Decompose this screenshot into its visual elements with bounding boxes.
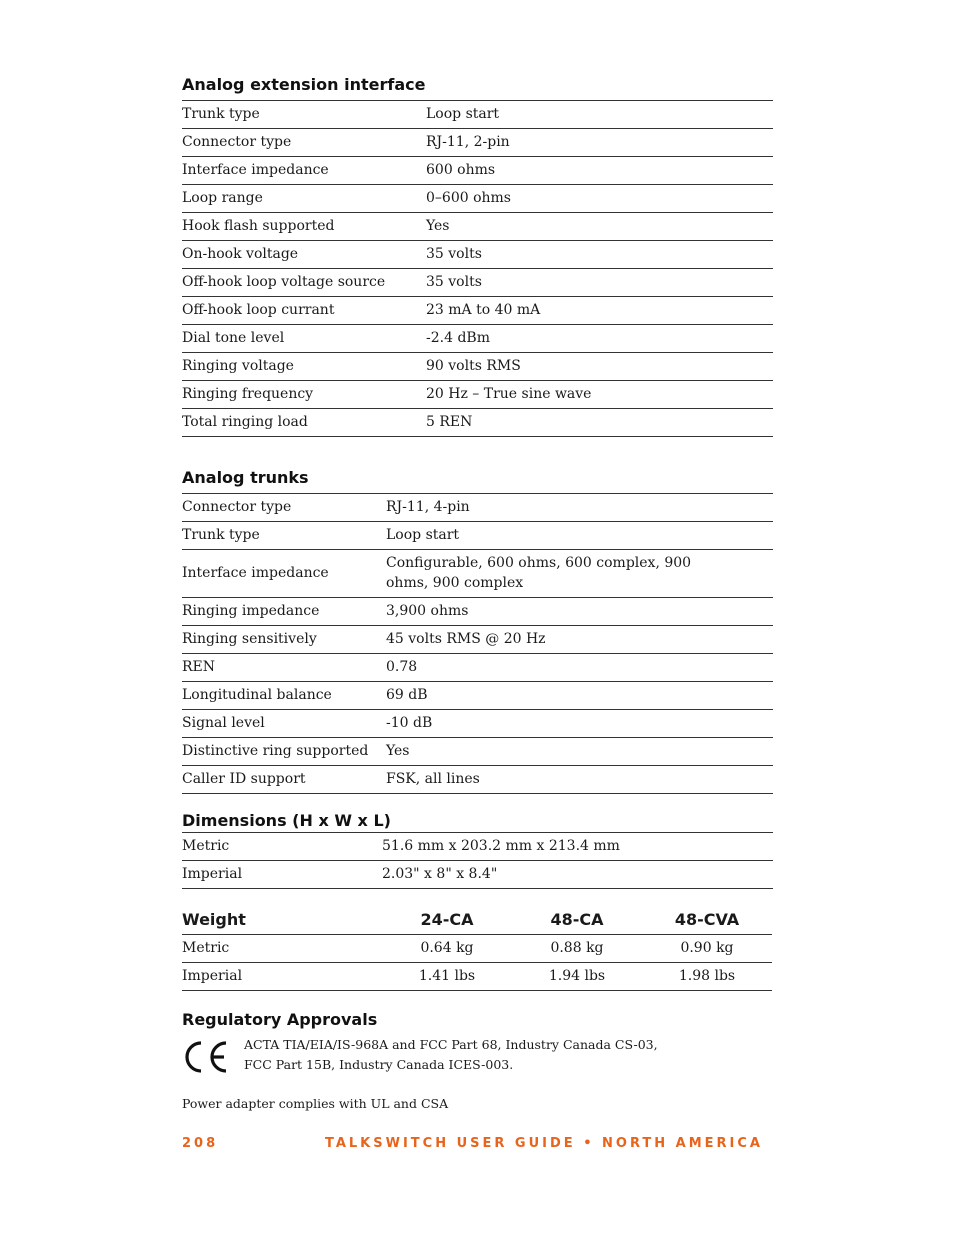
table-row — [182, 157, 773, 185]
spec-value: 0–600 ohms — [426, 185, 773, 213]
weight-value: 0.64 kg — [382, 935, 512, 963]
spec-value: 35 volts — [426, 241, 773, 269]
column-header: 48-CVA — [642, 909, 772, 935]
table-row — [182, 766, 773, 794]
table-row — [182, 353, 773, 381]
table-row — [182, 325, 773, 353]
spec-label: Signal level — [182, 710, 386, 738]
weight-section — [182, 909, 773, 991]
table-row — [182, 935, 772, 963]
page-number: 208 — [182, 1136, 219, 1151]
regulatory-line: ACTA TIA/EIA/IS-968A and FCC Part 68, Industry Canada CS-03, — [244, 1037, 658, 1052]
spec-label: Distinctive ring supported — [182, 738, 386, 766]
regulatory-text — [244, 1035, 658, 1075]
spec-label: Ringing sensitively — [182, 626, 386, 654]
page-content — [182, 74, 773, 1113]
spec-label: Hook flash supported — [182, 213, 426, 241]
spec-value: RJ-11, 4-pin — [386, 494, 773, 522]
power-adapter-note: Power adapter complies with UL and CSA — [182, 1096, 449, 1111]
table-row — [182, 101, 773, 129]
analog-trunks-section — [182, 467, 773, 794]
spec-label: On-hook voltage — [182, 241, 426, 269]
table-row — [182, 129, 773, 157]
table-row — [182, 494, 773, 522]
table-row — [182, 682, 773, 710]
spec-label: Interface impedance — [182, 550, 386, 598]
spec-label: Longitudinal balance — [182, 682, 386, 710]
spec-value: 0.78 — [386, 654, 773, 682]
table-row — [182, 861, 773, 889]
spec-value: 51.6 mm x 203.2 mm x 213.4 mm — [382, 833, 773, 861]
weight-value: 1.41 lbs — [382, 963, 512, 991]
spec-label: Ringing impedance — [182, 598, 386, 626]
spec-label: Trunk type — [182, 522, 386, 550]
spec-value: 20 Hz – True sine wave — [426, 381, 773, 409]
weight-value: 1.94 lbs — [512, 963, 642, 991]
spec-value: 5 REN — [426, 409, 773, 437]
running-title: TALKSWITCH USER GUIDE • NORTH AMERICA — [324, 1136, 763, 1151]
spec-label: Loop range — [182, 185, 426, 213]
spec-value: -10 dB — [386, 710, 773, 738]
table-row — [182, 381, 773, 409]
table-row — [182, 185, 773, 213]
spec-value: 45 volts RMS @ 20 Hz — [386, 626, 773, 654]
spec-label: Interface impedance — [182, 157, 426, 185]
spec-value: 3,900 ohms — [386, 598, 773, 626]
spec-label: Metric — [182, 935, 382, 963]
spec-label: Imperial — [182, 963, 382, 991]
spec-value: 600 ohms — [426, 157, 773, 185]
section-title: Analog trunks — [182, 468, 309, 487]
column-header: 24-CA — [382, 909, 512, 935]
table-row — [182, 598, 773, 626]
table-row — [182, 522, 773, 550]
table-row — [182, 213, 773, 241]
table-row — [182, 241, 773, 269]
spec-value: Loop start — [386, 522, 773, 550]
spec-value: RJ-11, 2-pin — [426, 129, 773, 157]
table-row — [182, 297, 773, 325]
spec-label: Total ringing load — [182, 409, 426, 437]
spec-label: REN — [182, 654, 386, 682]
analog-extension-section — [182, 74, 773, 437]
weight-value: 0.88 kg — [512, 935, 642, 963]
table-row — [182, 626, 773, 654]
regulatory-section — [182, 1009, 773, 1113]
section-title: Analog extension interface — [182, 75, 426, 94]
spec-label: Ringing frequency — [182, 381, 426, 409]
spec-label: Connector type — [182, 129, 426, 157]
spec-value: -2.4 dBm — [426, 325, 773, 353]
spec-label: Metric — [182, 833, 382, 861]
weight-table — [182, 909, 772, 991]
table-row — [182, 833, 773, 861]
weight-header-row — [182, 909, 772, 935]
weight-value: 0.90 kg — [642, 935, 772, 963]
spec-label: Connector type — [182, 494, 386, 522]
table-row — [182, 738, 773, 766]
spec-value: 35 volts — [426, 269, 773, 297]
spec-value: 2.03" x 8" x 8.4" — [382, 861, 773, 889]
table-row — [182, 963, 772, 991]
spec-label: Dial tone level — [182, 325, 426, 353]
spec-value: Configurable, 600 ohms, 600 complex, 900 ohms, 900 complex — [386, 550, 773, 598]
spec-value: FSK, all lines — [386, 766, 773, 794]
table-row — [182, 654, 773, 682]
spec-label: Off-hook loop currant — [182, 297, 426, 325]
spec-label: Ringing voltage — [182, 353, 426, 381]
spec-value: 69 dB — [386, 682, 773, 710]
dimensions-table — [182, 832, 773, 889]
spec-label: Caller ID support — [182, 766, 386, 794]
spec-value: Yes — [426, 213, 773, 241]
spec-value: Loop start — [426, 101, 773, 129]
table-row — [182, 550, 773, 598]
page-footer — [182, 1136, 763, 1151]
table-row — [182, 409, 773, 437]
analog-extension-table — [182, 100, 773, 437]
spec-value: 90 volts RMS — [426, 353, 773, 381]
ce-mark-icon — [182, 1040, 230, 1074]
ce-mark-icon — [182, 1035, 244, 1079]
section-title: Weight — [182, 909, 382, 935]
column-header: 48-CA — [512, 909, 642, 935]
spec-value: 23 mA to 40 mA — [426, 297, 773, 325]
spec-label: Off-hook loop voltage source — [182, 269, 426, 297]
table-row — [182, 710, 773, 738]
spec-value: Yes — [386, 738, 773, 766]
regulatory-line: FCC Part 15B, Industry Canada ICES-003. — [244, 1057, 514, 1072]
table-row — [182, 269, 773, 297]
section-title: Dimensions (H x W x L) — [182, 811, 391, 830]
spec-label: Imperial — [182, 861, 382, 889]
weight-value: 1.98 lbs — [642, 963, 772, 991]
spec-label: Trunk type — [182, 101, 426, 129]
regulatory-body — [182, 1035, 773, 1079]
dimensions-section — [182, 810, 773, 889]
analog-trunks-table — [182, 493, 773, 794]
section-title: Regulatory Approvals — [182, 1010, 378, 1029]
